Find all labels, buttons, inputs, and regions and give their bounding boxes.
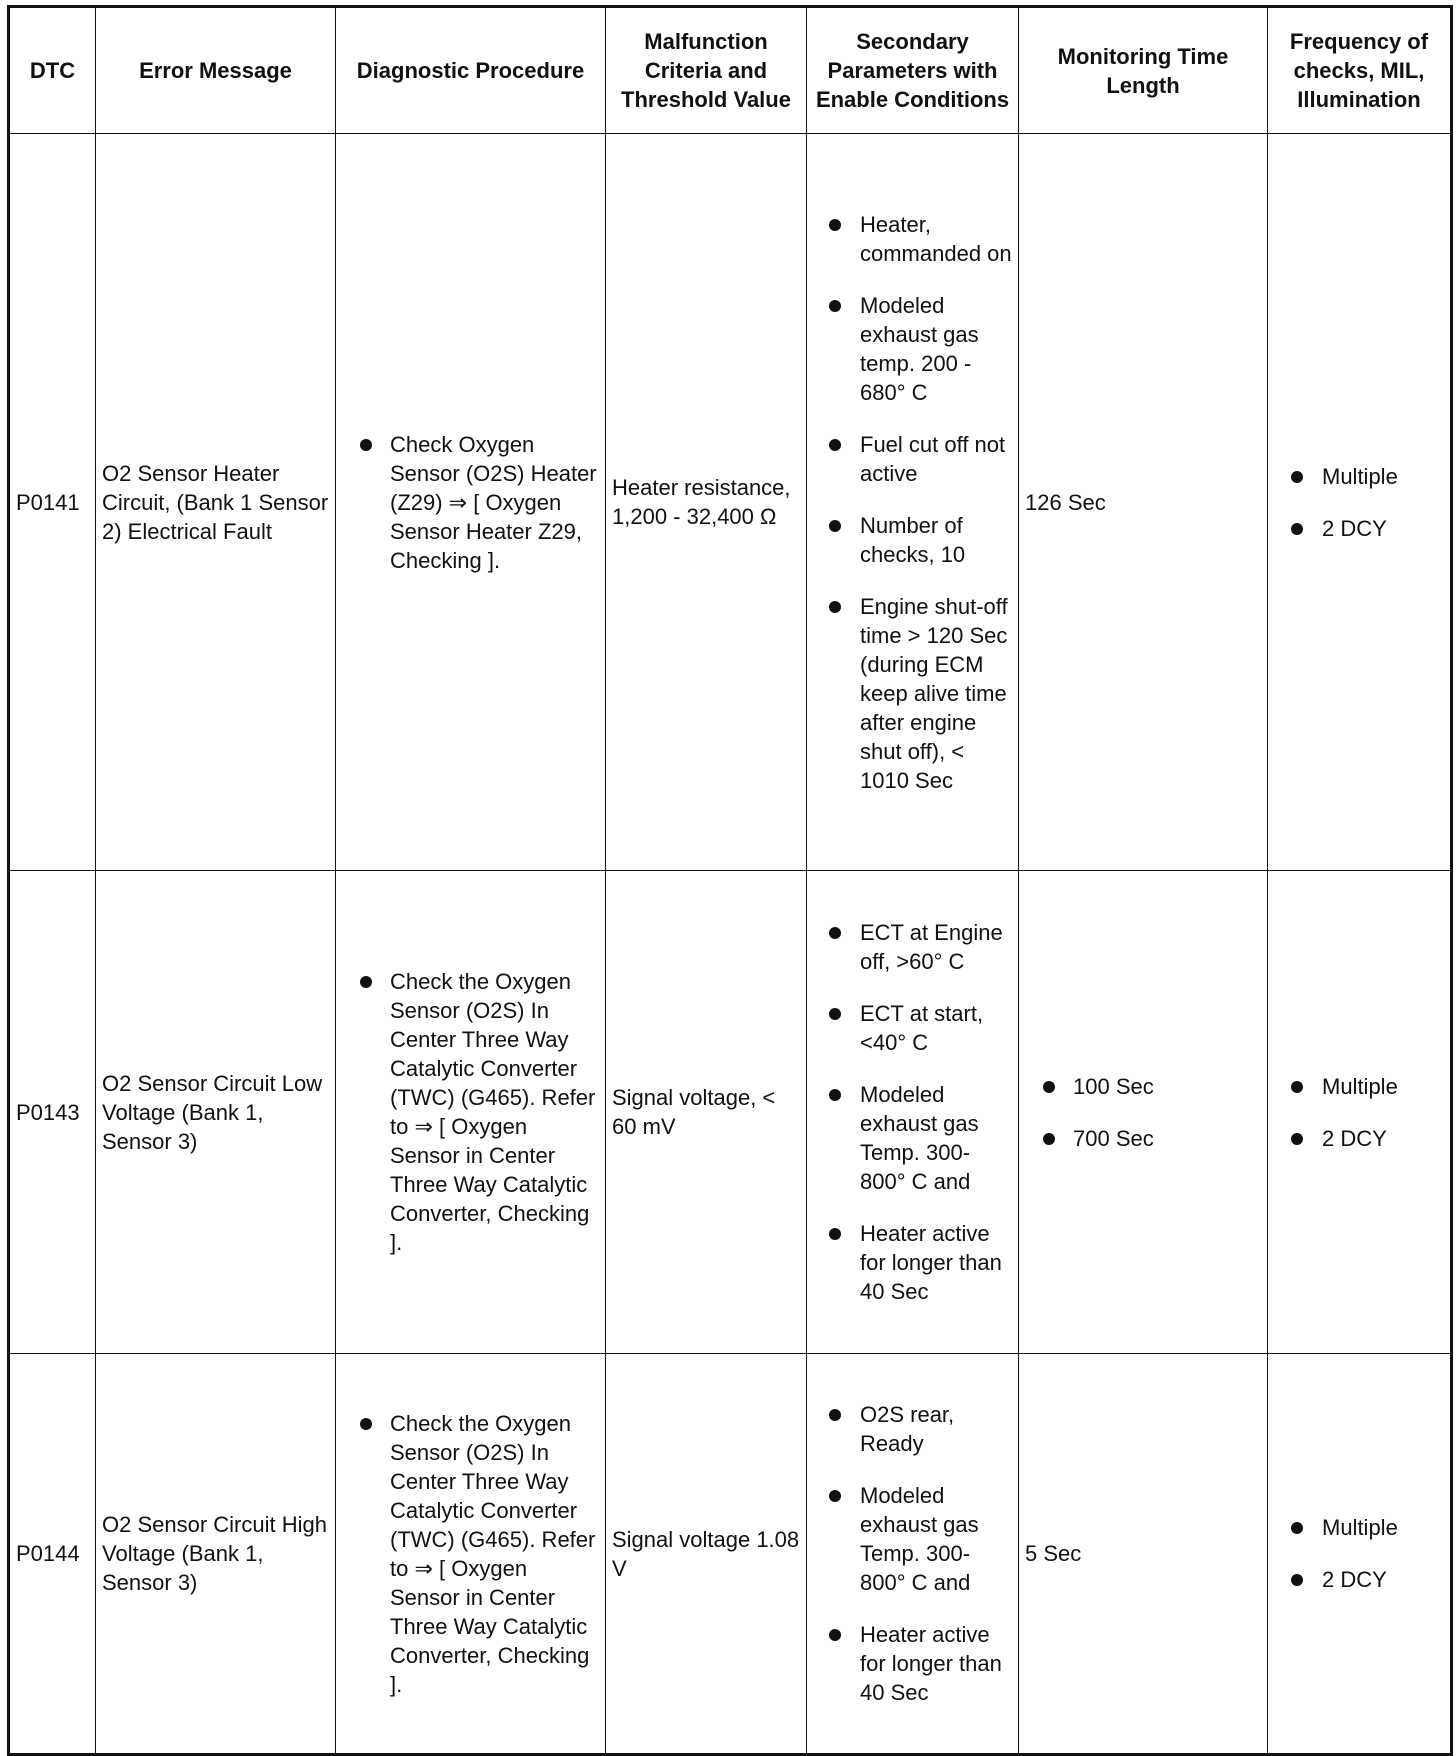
error-message: O2 Sensor Heater Circuit, (Bank 1 Sensor 2) Electrical Fault (96, 134, 336, 871)
table-row (9, 134, 1452, 871)
procedure-link[interactable]: Check the Oxygen Sensor (O2S) In Center Three Way Catalytic Converter (TWC) (G465). Refer to ⇒ [ Oxygen Sensor in Center Three Way Catalytic Converter, Checking ]. (342, 1409, 599, 1699)
header-secondary-parameters: Secondary Parameters with Enable Conditions (807, 7, 1019, 134)
frequency-item: Multiple (1274, 1072, 1444, 1101)
secondary-item: Modeled exhaust gas temp. 200 - 680° C (813, 291, 1012, 407)
frequency (1268, 871, 1452, 1354)
frequency-item: Multiple (1274, 462, 1444, 491)
malfunction-criteria: Signal voltage, < 60 mV (606, 871, 807, 1354)
frequency-item: 2 DCY (1274, 1565, 1444, 1594)
frequency-item: 2 DCY (1274, 1124, 1444, 1153)
malfunction-criteria: Heater resistance, 1,200 - 32,400 Ω (606, 134, 807, 871)
secondary-item: ECT at start, <40° C (813, 999, 1012, 1057)
diagnostic-procedure (336, 871, 606, 1354)
secondary-item: Modeled exhaust gas Temp. 300-800° C and (813, 1080, 1012, 1196)
header-row (9, 7, 1452, 134)
frequency-item: Multiple (1274, 1513, 1444, 1542)
secondary-item: Engine shut-off time > 120 Sec (during ECM keep alive time after engine shut off), < 1010 Sec (813, 592, 1012, 795)
monitoring-time: 5 Sec (1019, 1354, 1268, 1755)
header-error-message: Error Message (96, 7, 336, 134)
header-monitoring-time: Monitoring Time Length (1019, 7, 1268, 134)
procedure-link[interactable]: Check Oxygen Sensor (O2S) Heater (Z29) ⇒ [ Oxygen Sensor Heater Z29, Checking ]. (342, 430, 599, 575)
secondary-item: Heater active for longer than 40 Sec (813, 1219, 1012, 1306)
header-malfunction-criteria: Malfunction Criteria and Threshold Value (606, 7, 807, 134)
monitoring-item: 100 Sec (1025, 1072, 1261, 1101)
frequency (1268, 1354, 1452, 1755)
secondary-item: Heater, commanded on (813, 210, 1012, 268)
malfunction-criteria: Signal voltage 1.08 V (606, 1354, 807, 1755)
secondary-item: Fuel cut off not active (813, 430, 1012, 488)
error-message: O2 Sensor Circuit High Voltage (Bank 1, Sensor 3) (96, 1354, 336, 1755)
dtc-code: P0144 (9, 1354, 96, 1755)
table-row (9, 1354, 1452, 1755)
dtc-code: P0143 (9, 871, 96, 1354)
dtc-code: P0141 (9, 134, 96, 871)
diagnostic-procedure (336, 134, 606, 871)
procedure-link[interactable]: Check the Oxygen Sensor (O2S) In Center Three Way Catalytic Converter (TWC) (G465). Refer to ⇒ [ Oxygen Sensor in Center Three Way Catalytic Converter, Checking ]. (342, 967, 599, 1257)
frequency (1268, 134, 1452, 871)
dtc-table (7, 5, 1453, 1756)
monitoring-time (1019, 871, 1268, 1354)
secondary-item: Modeled exhaust gas Temp. 300-800° C and (813, 1481, 1012, 1597)
secondary-item: Number of checks, 10 (813, 511, 1012, 569)
secondary-item: O2S rear, Ready (813, 1400, 1012, 1458)
diagnostic-procedure (336, 1354, 606, 1755)
table-row (9, 871, 1452, 1354)
frequency-item: 2 DCY (1274, 514, 1444, 543)
monitoring-time: 126 Sec (1019, 134, 1268, 871)
secondary-item: Heater active for longer than 40 Sec (813, 1620, 1012, 1707)
secondary-parameters (807, 134, 1019, 871)
secondary-item: ECT at Engine off, >60° C (813, 918, 1012, 976)
header-dtc: DTC (9, 7, 96, 134)
secondary-parameters (807, 1354, 1019, 1755)
monitoring-item: 700 Sec (1025, 1124, 1261, 1153)
header-frequency: Frequency of checks, MIL, Illumination (1268, 7, 1452, 134)
secondary-parameters (807, 871, 1019, 1354)
header-diagnostic-procedure: Diagnostic Procedure (336, 7, 606, 134)
error-message: O2 Sensor Circuit Low Voltage (Bank 1, Sensor 3) (96, 871, 336, 1354)
